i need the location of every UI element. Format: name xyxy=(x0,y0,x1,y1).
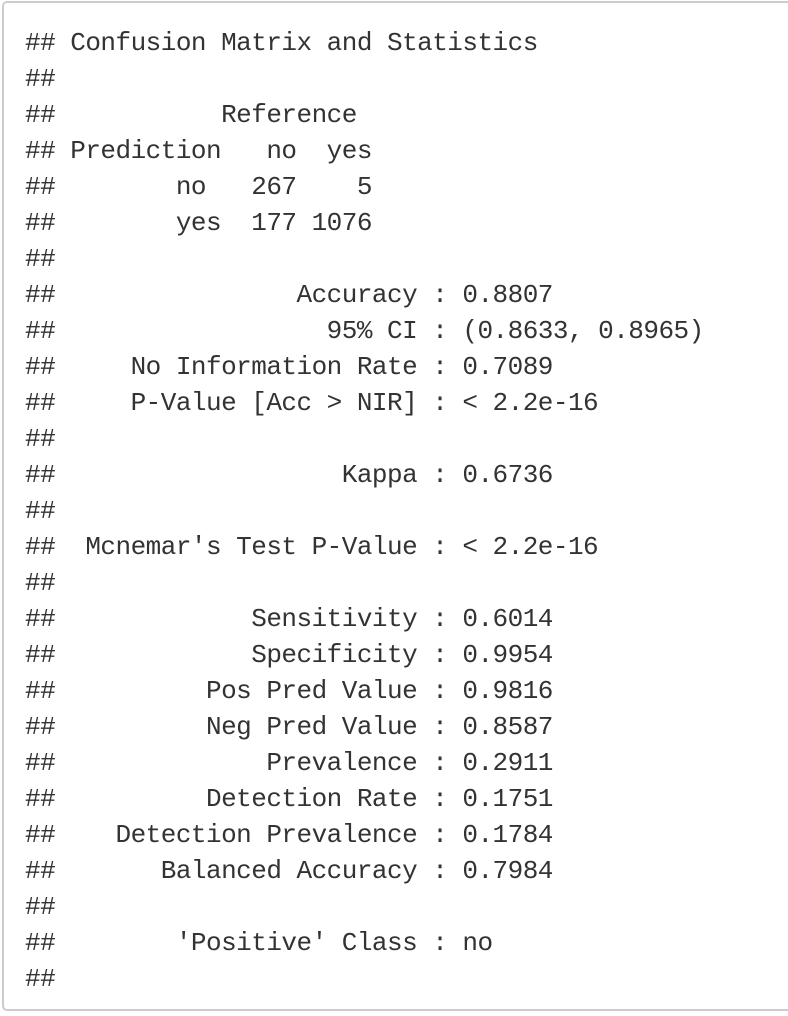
stat-detection-rate: ## Detection Rate : 0.1751 xyxy=(25,784,553,814)
stat-accuracy: ## Accuracy : 0.8807 xyxy=(25,280,553,310)
stat-neg-pred-value: ## Neg Pred Value : 0.8587 xyxy=(25,712,553,742)
stat-positive-class: ## 'Positive' Class : no xyxy=(25,928,493,958)
output-blank-line: ## xyxy=(25,892,56,922)
console-output-block xyxy=(2,1,788,1011)
output-blank-line: ## xyxy=(25,64,56,94)
stat-p-value-acc-nir: ## P-Value [Acc > NIR] : < 2.2e-16 xyxy=(25,388,599,418)
stat-sensitivity: ## Sensitivity : 0.6014 xyxy=(25,604,553,634)
output-blank-line: ## xyxy=(25,244,56,274)
matrix-reference-header: ## Reference xyxy=(25,100,357,130)
matrix-column-header: ## Prediction no yes xyxy=(25,136,372,166)
stat-95-ci: ## 95% CI : (0.8633, 0.8965) xyxy=(25,316,704,346)
matrix-row-no: ## no 267 5 xyxy=(25,172,372,202)
stat-pos-pred-value: ## Pos Pred Value : 0.9816 xyxy=(25,676,553,706)
stat-detection-prevalence: ## Detection Prevalence : 0.1784 xyxy=(25,820,553,850)
stat-kappa: ## Kappa : 0.6736 xyxy=(25,460,553,490)
console-output xyxy=(25,25,704,997)
output-title-line: ## Confusion Matrix and Statistics xyxy=(25,28,538,58)
output-blank-line: ## xyxy=(25,964,56,994)
stat-balanced-accuracy: ## Balanced Accuracy : 0.7984 xyxy=(25,856,553,886)
output-blank-line: ## xyxy=(25,568,56,598)
stat-no-information-rate: ## No Information Rate : 0.7089 xyxy=(25,352,553,382)
output-blank-line: ## xyxy=(25,496,56,526)
stat-specificity: ## Specificity : 0.9954 xyxy=(25,640,553,670)
output-blank-line: ## xyxy=(25,424,56,454)
matrix-row-yes: ## yes 177 1076 xyxy=(25,208,372,238)
stat-prevalence: ## Prevalence : 0.2911 xyxy=(25,748,553,778)
stat-mcnemar-p-value: ## Mcnemar's Test P-Value : < 2.2e-16 xyxy=(25,532,599,562)
